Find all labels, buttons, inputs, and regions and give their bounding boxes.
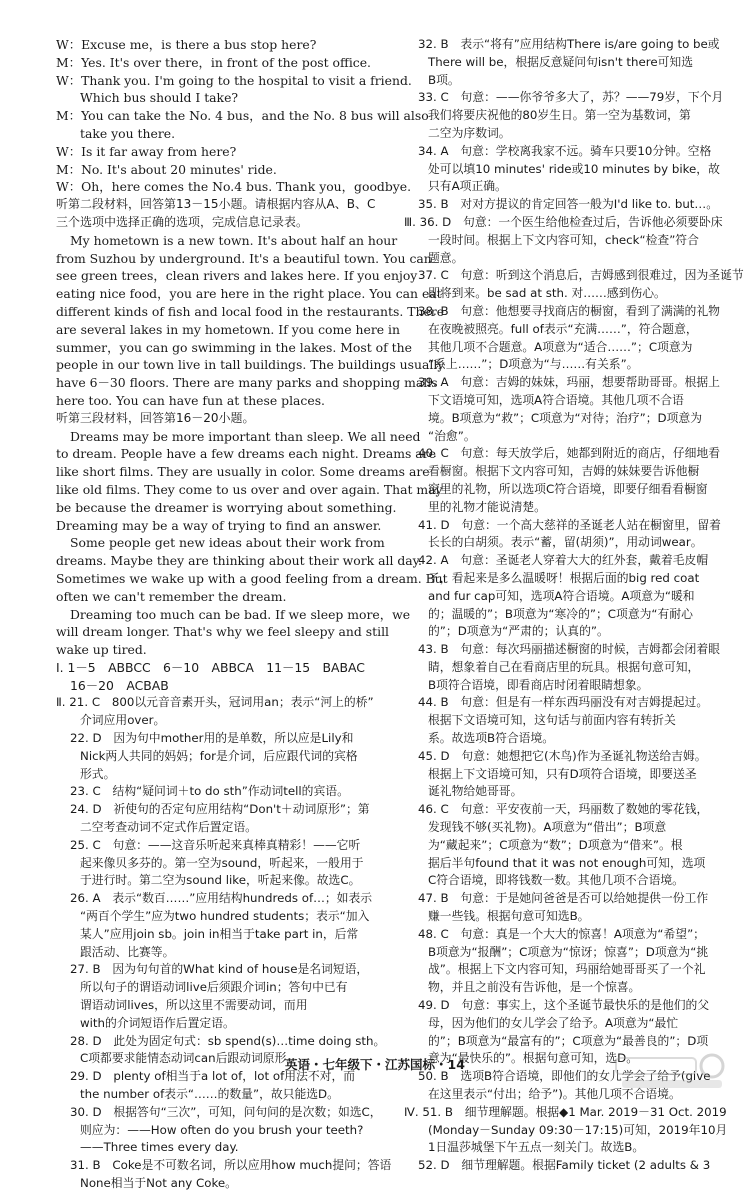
explanation-line: 41. D 句意：一个高大慈祥的圣诞老人站在橱窗里，留着 bbox=[418, 517, 721, 532]
passage-line: like short films. They are usually in color. Some dreams are bbox=[56, 464, 430, 480]
explanation-line: 窗里的礼物，所以选项C符合语境，即要仔细看看橱窗 bbox=[428, 481, 708, 496]
explanation-line: 27. B 因为句句首的What kind of house是名词短语， bbox=[70, 962, 369, 977]
explanation-line: 形式。 bbox=[80, 766, 116, 781]
dialog-line: W：Excuse me，is there a bus stop here? bbox=[56, 37, 317, 52]
explanation-line: 29. D plenty of相当于a lot of，lot of用法不对，而 bbox=[70, 1069, 356, 1084]
explanation-line: 37. C 句意：听到这个消息后，吉姆感到很难过，因为圣诞节 bbox=[418, 268, 744, 283]
explanation-line: None相当于Not any Coke。 bbox=[80, 1176, 237, 1190]
passage-line: different kinds of fish and local food in the restaurants. There bbox=[56, 303, 445, 319]
explanation-line: with的介词短语作后置定语。 bbox=[80, 1015, 235, 1030]
explanation-line: 子，看起来是多么温暖呀！根据后面的big red coat bbox=[428, 570, 700, 585]
explanation-line: 52. D 细节理解题。根据Family ticket (2 adults & 3 bbox=[418, 1158, 711, 1173]
dialog-line: Which bus should I take? bbox=[80, 90, 239, 106]
explanation-line: Nick两人共同的妈妈；for是介词，后应跟代词的宾格 bbox=[80, 748, 358, 763]
dialog-line: W：Thank you. I'm going to the hospital to visit a friend. bbox=[56, 72, 412, 88]
explanation-line: 即将到来。be sad at sth. 对……感到伤心。 bbox=[428, 286, 666, 301]
passage-line: to dream. People have a few dreams each night. Dreams are bbox=[56, 446, 436, 462]
explanation-line: 诞礼物给她哥哥。 bbox=[428, 784, 523, 799]
passage-line: see green trees，clean rivers and lakes here. If you enjoy bbox=[56, 268, 418, 284]
explanation-line: Ⅲ. 36. D 句意：一个医生给他检查过后，告诉他必须要卧床 bbox=[404, 214, 723, 229]
answer-key-line: 16－20 ACBAB bbox=[70, 677, 169, 693]
explanation-line: 根据上下文语境可知，只有D项符合语境，即要送圣 bbox=[428, 766, 697, 781]
explanation-line: 据后半句found that it was not enough可知，选项 bbox=[428, 855, 706, 870]
explanation-line: B项意为“报酬”；C项意为“惊讶；惊喜”；D项意为“挑 bbox=[428, 944, 709, 959]
explanation-line: 22. D 因为句中mother用的是单数，所以应是Lily和 bbox=[70, 731, 354, 746]
passage-line: have 6－30 floors. There are many parks and shopping malls bbox=[56, 375, 438, 391]
explanation-line: There will be，根据反意疑问句isn't there可知选 bbox=[428, 54, 694, 69]
passage-line: wake up tired. bbox=[56, 642, 147, 658]
passage-line: like old films. They come to us over and over again. That may bbox=[56, 481, 443, 497]
passage-line: summer，you can go swimming in the lakes. Most of the bbox=[56, 339, 412, 355]
passage-line: here too. You can have fun at these places. bbox=[56, 392, 325, 408]
explanation-line: 所以句子的谓语动词live后须跟介词in；答句中已有 bbox=[80, 980, 348, 995]
explanation-line: 里的礼物才能说清楚。 bbox=[428, 499, 546, 514]
explanation-line: 系。故选项B符合语境。 bbox=[428, 731, 555, 746]
explanation-line: 境。B项意为“救”；C项意为“对待；治疗”；D项意为 bbox=[428, 410, 703, 425]
explanation-line: 44. B 句意：但是有一样东西玛丽没有对吉姆提起过。 bbox=[418, 695, 709, 710]
explanation-line: and fur cap可知，选项A符合语境。A项意为“暖和 bbox=[428, 588, 695, 603]
passage-line: from Suzhou by underground. It's a beautiful town. You can bbox=[56, 250, 432, 266]
explanation-line: 42. A 句意：圣诞老人穿着大大的红外套，戴着毛皮帽 bbox=[418, 553, 709, 568]
explanation-line: 43. B 句意：每次玛丽描述橱窗的时候，吉姆都会闭着眼 bbox=[418, 642, 720, 657]
explanation-line: B项。 bbox=[428, 72, 460, 87]
explanation-line: 一段时间。根据上下文内容可知，check“检查”符合 bbox=[428, 232, 699, 247]
passage-line: often we can't remember the dream. bbox=[56, 588, 287, 604]
explanation-line: 长长的白胡须。表示“蓄，留(胡须)”，用动词wear。 bbox=[428, 535, 703, 550]
explanation-line: 的”；B项意为“最富有的”；C项意为“最善良的”；D项 bbox=[428, 1033, 709, 1048]
explanation-line: 47. B 句意：于是她问爸爸是否可以给她提供一份工作 bbox=[418, 891, 709, 906]
explanation-line: 二空为序数词。 bbox=[428, 125, 511, 140]
explanation-line: 战”。根据上下文内容可知，玛丽给她哥哥买了一个礼 bbox=[428, 962, 706, 977]
explanation-line: 28. D 此处为固定句式：sb spend(s)…time doing sth。 bbox=[70, 1033, 386, 1048]
explanation-line: 31. B Coke是不可数名词，所以应用how much提问；答语 bbox=[70, 1158, 392, 1173]
explanation-line: 下文语境可知，选项A符合语境。其他几项不合语 bbox=[428, 392, 684, 407]
passage-line: be because the dreamer is worrying about something. bbox=[56, 499, 397, 515]
explanation-line: 48. C 句意：真是一个大大的惊喜！A项意为“希望”； bbox=[418, 926, 705, 941]
dialog-line: M：Yes. It's over there，in front of the post office. bbox=[56, 54, 371, 70]
explanation-line: 25. C 句意：——这音乐听起来真棒真精彩！——它听 bbox=[70, 837, 361, 852]
explanation-line: “治愈”。 bbox=[428, 428, 476, 443]
dialog-line: M：You can take the No. 4 bus，and the No. 8 bus will also bbox=[56, 108, 429, 124]
explanation-line: C符合语境，即将钱数一数。其他几项不合语境。 bbox=[428, 873, 684, 888]
explanation-line: 在这里表示“付出；给予”)。其他几项不合语境。 bbox=[428, 1087, 681, 1102]
explanation-line: 处可以填10 minutes' ride或10 minutes by bike，故 bbox=[428, 161, 720, 176]
explanation-line: 则应为：——How often do you brush your teeth? bbox=[80, 1122, 364, 1137]
passage-line: Some people get new ideas about their work from bbox=[70, 535, 385, 551]
explanation-line: 意为“最快乐的”。根据句意可知，选D。 bbox=[428, 1051, 639, 1066]
explanation-line: 33. C 句意：——你爷爷多大了，苏？——79岁，下个月 bbox=[418, 90, 724, 105]
explanation-line: 睛，想象着自己在看商店里的玩具。根据句意可知， bbox=[428, 659, 700, 674]
explanation-line: 看橱窗。根据下文内容可知，吉姆的妹妹要告诉他橱 bbox=[428, 464, 700, 479]
explanation-line: 46. C 句意：平安夜前一天，玛丽数了数她的零花钱， bbox=[418, 802, 709, 817]
explanation-line: 40. C 句意：每天放学后，她都到附近的商店，仔细地看 bbox=[418, 446, 721, 461]
explanation-line: 只有A项正确。 bbox=[428, 179, 507, 194]
explanation-line: 32. B 表示“将有”应用结构There is/are going to be或 bbox=[418, 37, 720, 51]
explanation-line: 35. B 对对方提议的肯定回答一般为I'd like to. but…。 bbox=[418, 197, 719, 212]
dialog-line: W：Oh，here comes the No.4 bus. Thank you，goodbye. bbox=[56, 179, 412, 195]
explanation-line: Ⅳ. 51. B 细节理解题。根据◆1 Mar. 2019－31 Oct. 2019 bbox=[404, 1104, 727, 1119]
explanation-line: 谓语动词lives，所以这里不需要动词，而用 bbox=[80, 998, 308, 1013]
explanation-line: 物，并且之前没有告诉他，是一个惊喜。 bbox=[428, 980, 641, 995]
explanation-line: “系上……”；D项意为“与……有关系”。 bbox=[428, 357, 639, 372]
dialog-line: M：No. It's about 20 minutes' ride. bbox=[56, 161, 277, 177]
explanation-line: 49. D 句意：事实上，这个圣诞节最快乐的是他们的父 bbox=[418, 998, 710, 1013]
passage-line: Dreams may be more important than sleep. We all need bbox=[70, 428, 421, 444]
dialog-line: take you there. bbox=[80, 125, 176, 141]
explanation-line: 根据下文语境可知，这句话与前面内容有转折关 bbox=[428, 713, 676, 728]
page-footer: 英语・七年级下・江苏国标・14 bbox=[285, 1057, 465, 1072]
section-heading: 三个选项中选择正确的选项，完成信息记录表。 bbox=[56, 214, 309, 229]
explanation-line: the number of表示“……的数量”，故只能选D。 bbox=[80, 1087, 339, 1102]
explanation-line: 1日温莎城堡下午五点一刻关门。故选B。 bbox=[428, 1140, 645, 1155]
watermark-logo bbox=[612, 1052, 732, 1092]
section-heading: 听第二段材料，回答第13－15小题。请根据内容从A、B、C bbox=[56, 197, 376, 212]
passage-line: Dreaming may be a way of trying to find an answer. bbox=[56, 517, 382, 533]
explanation-line: 跟活动、比赛等。 bbox=[80, 944, 175, 959]
explanation-line: 于进行时。第二空为sound like，听起来像。故选C。 bbox=[80, 873, 361, 888]
explanation-line: 起来像贝多芬的。第一空为sound，听起来，一般用于 bbox=[80, 855, 364, 870]
passage-line: are several lakes in my hometown. If you come here in bbox=[56, 321, 400, 337]
dialog-line: W：Is it far away from here? bbox=[56, 143, 237, 159]
explanation-line: 其他几项不合题意。A项意为“适合……”；C项意为 bbox=[428, 339, 693, 354]
explanation-line: 为“藏起来”；C项意为“数”；D项意为“借来”。根 bbox=[428, 837, 683, 852]
explanation-line: 赚一些钱。根据句意可知选B。 bbox=[428, 909, 590, 924]
passage-line: dreams. Maybe they are thinking about their work all day. bbox=[56, 553, 422, 569]
explanation-line: ——Three times every day. bbox=[80, 1140, 239, 1155]
explanation-line: 的”；D项意为“严肃的；认真的”。 bbox=[428, 624, 609, 639]
explanation-line: 45. D 句意：她想把它(木鸟)作为圣诞礼物送给吉姆。 bbox=[418, 748, 707, 763]
section-heading: 听第三段材料，回答第16－20小题。 bbox=[56, 410, 255, 425]
explanation-line: 我们将要庆祝他的80岁生日。第一空为基数词，第 bbox=[428, 108, 691, 123]
explanation-line: 二空考查动词不定式作后置定语。 bbox=[80, 820, 257, 835]
explanation-line: Ⅱ. 21. C 800以元音音素开头，冠词用an；表示“河上的桥” bbox=[56, 695, 374, 710]
explanation-line: “两百个学生”应为two hundred students；表示“加入 bbox=[80, 909, 370, 924]
explanation-line: 发现钱不够(买礼物)。A项意为“借出”；B项意 bbox=[428, 820, 667, 835]
explanation-line: B项符合语境，即看商店时闭着眼睛想象。 bbox=[428, 677, 649, 692]
explanation-line: 的；温暖的”；B项意为“寒冷的”；C项意为“有耐心 bbox=[428, 606, 693, 621]
explanation-line: 在夜晚被照亮。full of表示“充满……”，符合题意， bbox=[428, 321, 698, 336]
explanation-line: 某人”应用join sb。join in相当于take part in，后常 bbox=[80, 926, 359, 941]
explanation-line: 题意。 bbox=[428, 250, 464, 265]
passage-line: My hometown is a new town. It's about half an hour bbox=[70, 232, 398, 248]
passage-line: eating nice food，you are here in the right place. You can eat bbox=[56, 286, 442, 302]
explanation-line: 23. C 结构“疑问词＋to do sth”作动词tell的宾语。 bbox=[70, 784, 349, 799]
answer-key-line: Ⅰ. 1－5 ABBCC 6－10 ABBCA 11－15 BABAC bbox=[56, 659, 365, 675]
explanation-line: 30. D 根据答句“三次”，可知，问句问的是次数；如选C， bbox=[70, 1104, 382, 1119]
passage-line: Sometimes we wake up with a good feeling from a dream. But bbox=[56, 570, 448, 586]
explanation-line: 38. B 句意：他想要寻找商店的橱窗，看到了满满的礼物 bbox=[418, 303, 720, 318]
explanation-line: (Monday－Sunday 09:30－17:15)可知，2019年10月 bbox=[428, 1122, 728, 1137]
explanation-line: 39. A 句意：吉姆的妹妹，玛丽，想要帮助哥哥。根据上 bbox=[418, 375, 720, 390]
explanation-line: 50. B 选项B符合语境，即他们的女儿学会了给予(give bbox=[418, 1069, 711, 1084]
passage-line: people in our town live in tall buildings. The buildings usually bbox=[56, 357, 445, 373]
passage-line: will dream longer. That's why we feel sleepy and still bbox=[56, 624, 389, 640]
passage-line: Dreaming too much can be bad. If we sleep more，we bbox=[70, 606, 411, 622]
explanation-line: 24. D 祈使句的否定句应用结构“Don't＋动词原形”；第 bbox=[70, 802, 370, 817]
explanation-line: 26. A 表示“数百……”应用结构hundreds of…；如表示 bbox=[70, 891, 373, 906]
explanation-line: 母，因为他们的女儿学会了给予。A项意为“最忙 bbox=[428, 1015, 679, 1030]
explanation-line: C项都要求能情态动词can后跟动词原形。 bbox=[80, 1051, 299, 1066]
explanation-line: 介词应用over。 bbox=[80, 713, 166, 728]
explanation-line: 34. A 句意：学校离我家不远。骑车只要10分钟。空格 bbox=[418, 143, 712, 158]
right-column bbox=[404, 36, 744, 1175]
watermark-icon bbox=[612, 1052, 732, 1092]
